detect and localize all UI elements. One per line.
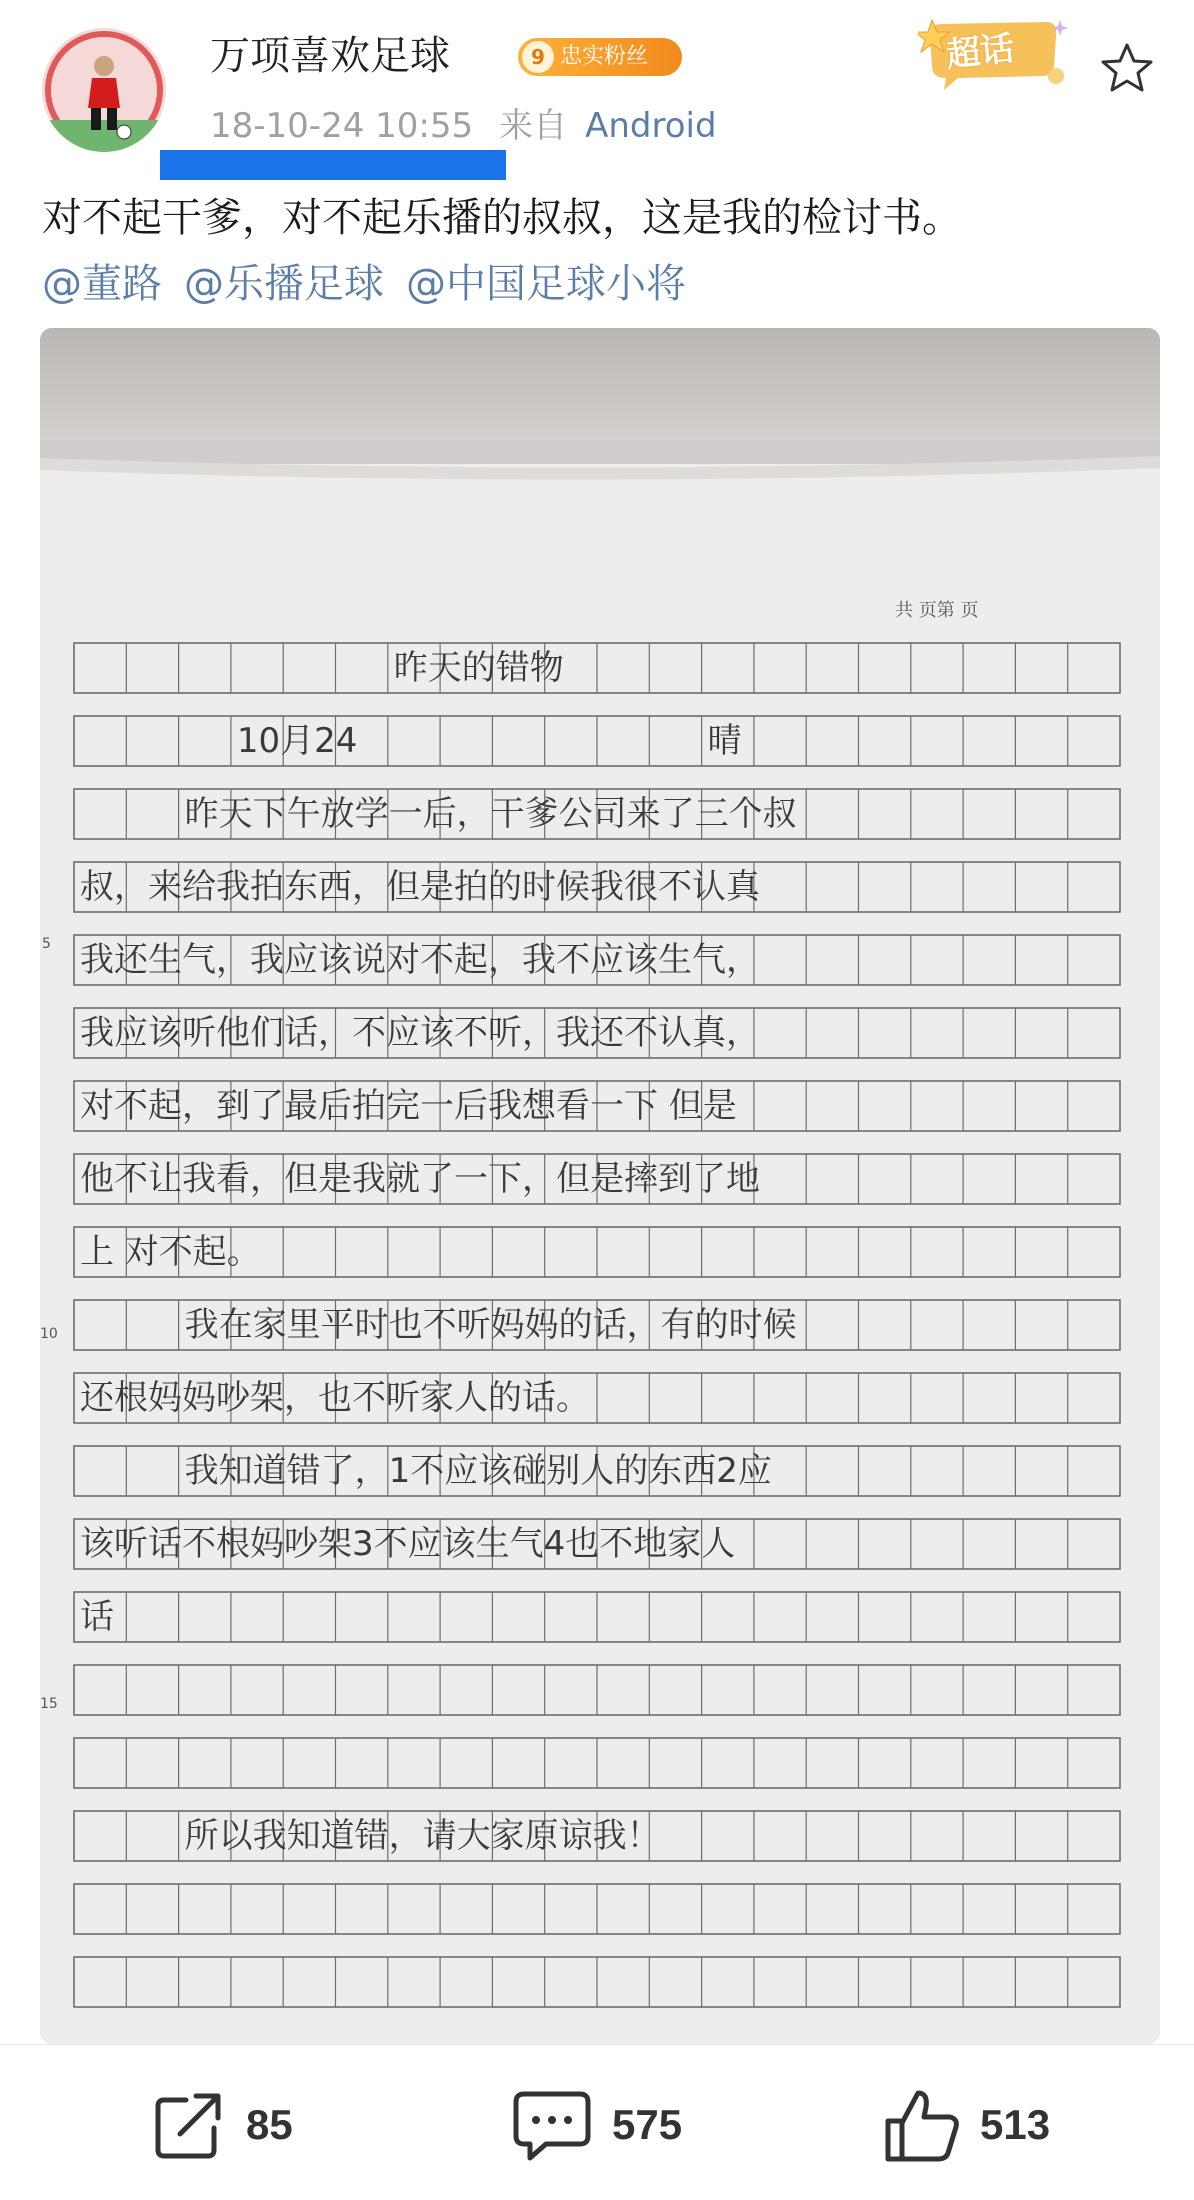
post-header [0, 0, 1194, 180]
username[interactable]: 万项喜欢足球 [210, 33, 450, 79]
fan-level: 9 [522, 41, 554, 73]
letter-weather: 晴 [707, 721, 742, 761]
letter-line: 昨天下午放学一后，干爹公司来了三个叔 [184, 794, 797, 834]
repost-button[interactable] [150, 2085, 293, 2165]
comment-icon [510, 2086, 594, 2164]
letter-title: 昨天的错物 [393, 648, 564, 688]
mention-link[interactable]: @中国足球小将 [406, 261, 686, 307]
like-count: 513 [980, 2101, 1051, 2148]
favorite-button[interactable] [1098, 40, 1156, 98]
letter-line: 该听话不根妈吵架3不应该生气4也不地家人 [80, 1524, 736, 1564]
letter-line: 我应该听他们话，不应该不听，我还不认真， [80, 1013, 760, 1053]
mentions [42, 256, 708, 312]
page-counter-label: 共 页第 页 [895, 600, 979, 621]
letter-line: 上 对不起。 [80, 1232, 261, 1272]
fan-badge[interactable] [518, 38, 682, 76]
avatar[interactable] [42, 28, 166, 152]
like-button[interactable] [882, 2085, 1050, 2165]
avatar-image [42, 28, 166, 152]
letter-line: 我在家里平时也不听妈妈的话，有的时候 [184, 1305, 797, 1345]
timestamp: 18-10-24 10:55 [210, 106, 474, 146]
repost-count: 85 [246, 2101, 293, 2148]
letter-date: 10月24 [236, 721, 358, 761]
letter-line: 话 [80, 1597, 114, 1637]
mention-link[interactable]: @董路 [42, 261, 162, 307]
redaction-bar [160, 150, 506, 180]
letter-line: 我还生气，我应该说对不起，我不应该生气， [80, 940, 760, 980]
from-label: 来自 [499, 106, 568, 146]
thumbs-up-icon [882, 2085, 962, 2165]
letter-closing: 所以我知道错，请大家原谅我！ [184, 1816, 661, 1856]
mention-link[interactable]: @乐播足球 [184, 261, 384, 307]
source-label: Android [585, 106, 717, 146]
star-icon [1098, 40, 1156, 98]
letter-line: 他不让我看，但是我就了一下，但是摔到了地 [80, 1159, 760, 1199]
action-bar [0, 2044, 1194, 2200]
post-text: 对不起干爹，对不起乐播的叔叔，这是我的检讨书。 [42, 195, 962, 241]
margin-number: 10 [40, 1326, 58, 1342]
supertopic-badge[interactable] [918, 14, 1068, 94]
margin-number: 15 [40, 1696, 58, 1712]
letter-line: 对不起，到了最后拍完一后我想看一下 但是 [80, 1086, 737, 1126]
letter-line: 叔，来给我拍东西，但是拍的时候我很不认真 [80, 867, 760, 907]
repost-icon [150, 2086, 228, 2164]
comment-count: 575 [612, 2101, 683, 2148]
comment-button[interactable] [510, 2085, 682, 2165]
handwritten-letter-photo [40, 328, 1160, 2044]
letter-line: 我知道错了，1不应该碰别人的东西2应 [184, 1451, 772, 1491]
supertopic-label: 超话 [944, 28, 1017, 76]
margin-number: 5 [42, 936, 51, 952]
fan-badge-label: 忠实粉丝 [560, 44, 649, 69]
post-meta [210, 104, 717, 148]
post-photo[interactable] [40, 328, 1160, 2044]
letter-line: 还根妈妈吵架，也不听家人的话。 [80, 1378, 590, 1418]
